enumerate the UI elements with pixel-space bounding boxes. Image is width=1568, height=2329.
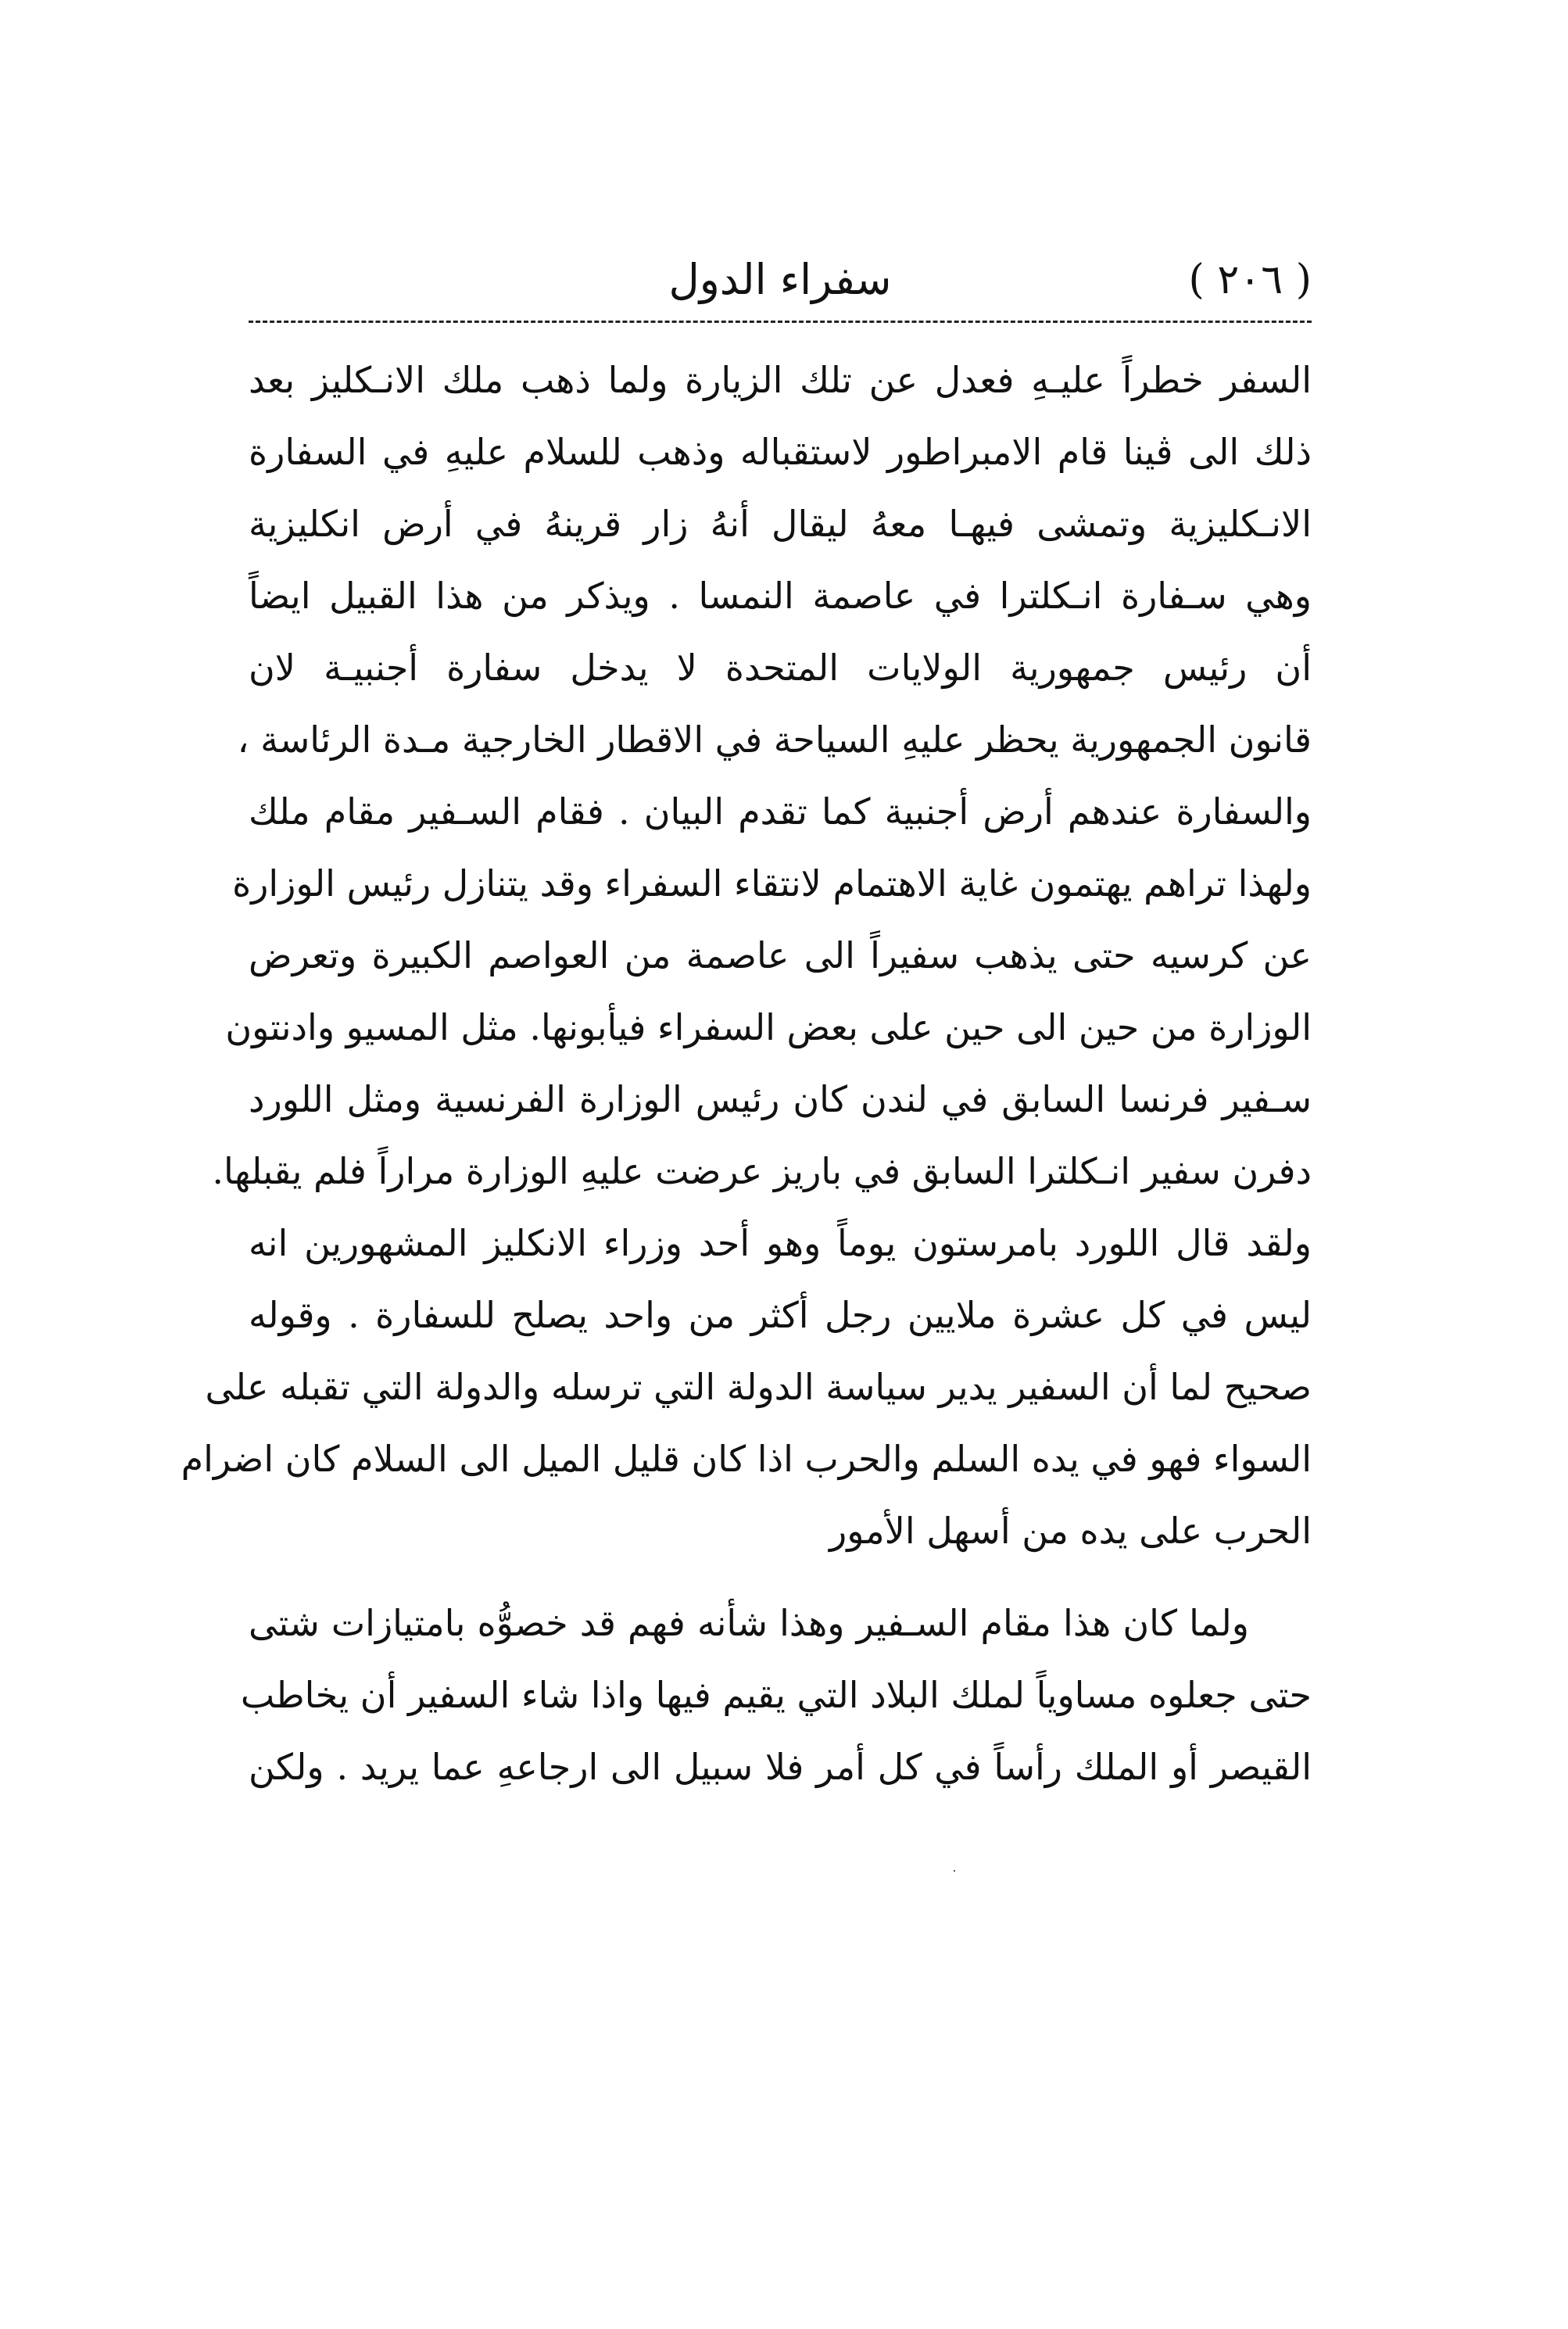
body-text	[181, 344, 1312, 1803]
text-line: السواء فهو في يده السلم والحرب اذا كان قليل الميل الى السلام كان اضرام	[181, 1438, 1312, 1480]
text-line: ولقد قال اللورد بامرستون يوماً وهو أحد وزراء الانكليز المشهورين انه	[249, 1222, 1312, 1264]
text-line: سـفير فرنسا السابق في لندن كان رئيس الوزارة الفرنسية ومثل اللورد	[249, 1078, 1312, 1120]
scan-speck	[954, 1870, 955, 1872]
running-head	[249, 249, 1312, 311]
text-line: عن كرسيه حتى يذهب سفيراً الى عاصمة من العواصم الكبيرة وتعرض	[249, 934, 1312, 976]
page-number: ( ٢٠٦ )	[1188, 256, 1312, 303]
paragraph-2	[240, 1587, 1312, 1803]
running-title: سفراء الدول	[668, 255, 892, 304]
text-line: دفرن سفير انـكلترا السابق في باريز عرضت عليهِ الوزارة مراراً فلم يقبلها.	[212, 1150, 1312, 1192]
text-line: القيصر أو الملك رأساً في كل أمر فلا سبيل الى ارجاعهِ عما يريد . ولكن	[249, 1746, 1312, 1788]
text-line: ذلك الى ڤينا قام الامبراطور لاستقباله وذهب للسلام عليهِ في السفارة	[249, 431, 1312, 473]
text-line: وهي سـفارة انـكلترا في عاصمة النمسا . ويذكر من هذا القبيل ايضاً	[249, 575, 1312, 617]
text-line: ليس في كل عشرة ملايين رجل أكثر من واحد يصلح للسفارة . وقوله	[249, 1294, 1312, 1336]
text-line: السفر خطراً عليـهِ فعدل عن تلك الزيارة ولما ذهب ملك الانـكليز بعد	[249, 359, 1312, 401]
paragraph-1	[181, 344, 1312, 1567]
text-line: والسفارة عندهم أرض أجنبية كما تقدم البيان . فقام السـفير مقام ملك	[249, 790, 1312, 833]
text-line: الوزارة من حين الى حين على بعض السفراء فيأبونها. مثل المسيو وادنتون	[225, 1006, 1312, 1048]
header-rule	[249, 321, 1312, 323]
text-line: ولهذا تراهم يهتمون غاية الاهتمام لانتقاء السفراء وقد يتنازل رئيس الوزارة	[232, 862, 1312, 905]
text-line: قانون الجمهورية يحظر عليهِ السياحة في الاقطار الخارجية مـدة الرئاسة ،	[237, 718, 1312, 761]
text-line: صحيح لما أن السفير يدير سياسة الدولة التي ترسله والدولة التي تقبله على	[205, 1366, 1312, 1408]
text-line: أن رئيس جمهورية الولايات المتحدة لا يدخل سفارة أجنبيـة لان	[249, 647, 1312, 689]
text-line: الانـكليزية وتمشى فيهـا معهُ ليقال أنهُ زار قرينهُ في أرض انكليزية	[249, 503, 1312, 545]
text-line: الحرب على يده من أسهل الأمور	[829, 1510, 1312, 1552]
text-line: حتى جعلوه مساوياً لملك البلاد التي يقيم فيها واذا شاء السفير أن يخاطب	[240, 1674, 1312, 1716]
text-line: ولما كان هذا مقام السـفير وهذا شأنه فهم قد خصوُّه بامتيازات شتى	[249, 1602, 1249, 1644]
